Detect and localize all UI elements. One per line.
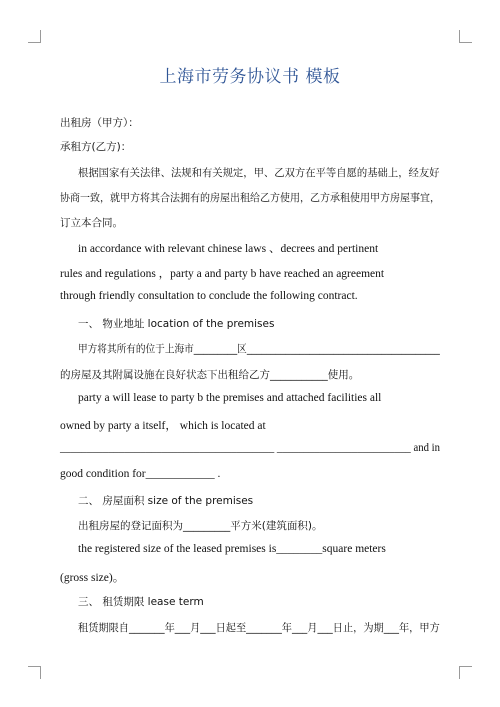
preamble-cn-line-2: 协商一致，就甲方将其合法拥有的房屋出租给乙方使用，乙方承租使用甲方房屋事宜， — [60, 192, 441, 204]
crop-mark-top-right — [459, 30, 472, 43]
section-1-en-line-2: owned by party a itself， which is located at — [60, 420, 266, 432]
section-2-en-line-1: the registered size of the leased premises is________square meters — [78, 543, 386, 555]
section-1-en-line-1: party a will lease to party b the premises and attached facilities all — [78, 392, 382, 404]
lessor-line: 出租房（甲方）： — [60, 117, 139, 129]
section-2-en-line-2: (gross size)。 — [60, 572, 125, 584]
section-2-heading: 二、 房屋面积 size of the premises — [78, 495, 254, 507]
section-1-cn-line-1: 甲方将其所有的位于上海市_________区________________________________________ — [78, 343, 440, 355]
crop-mark-bottom-right — [459, 666, 472, 679]
section-3-heading: 三、 租赁期限 lease term — [78, 596, 204, 608]
preamble-en-line-2: rules and regulations ，party a and party b have reached an agreement — [60, 268, 385, 280]
preamble-en-line-3: through friendly consultation to conclude the following contract. — [60, 290, 358, 302]
preamble-en-line-1: in accordance with relevant chinese laws 、decrees and pertinent — [78, 243, 379, 255]
preamble-cn-line-1: 根据国家有关法律、法规和有关规定，甲、乙双方在平等自愿的基础上，经友好 — [78, 167, 440, 179]
crop-mark-top-left — [28, 30, 41, 43]
section-1-cn-line-2: 的房屋及其附属设施在良好状态下出租给乙方___________使用。 — [60, 369, 360, 381]
lessee-line: 承租方(乙方)： — [60, 141, 132, 153]
section-2-cn-line: 出租房屋的登记面积为_________平方米(建筑面积)。 — [78, 520, 323, 532]
section-3-cn-line: 租赁期限自_______年___月___日起至_______年___月___日止，为期___年，甲方 — [78, 622, 440, 634]
section-1-en-line-3: ________________________________________ _________________________ and in — [60, 442, 440, 454]
document-title: 上海市劳务协议书 模板 — [159, 67, 341, 87]
preamble-cn-line-3: 订立本合同。 — [60, 217, 123, 229]
section-1-heading: 一、 物业地址 location of the premises — [78, 318, 275, 330]
crop-mark-bottom-left — [28, 666, 41, 679]
section-1-en-line-4: good condition for____________ . — [60, 468, 221, 480]
